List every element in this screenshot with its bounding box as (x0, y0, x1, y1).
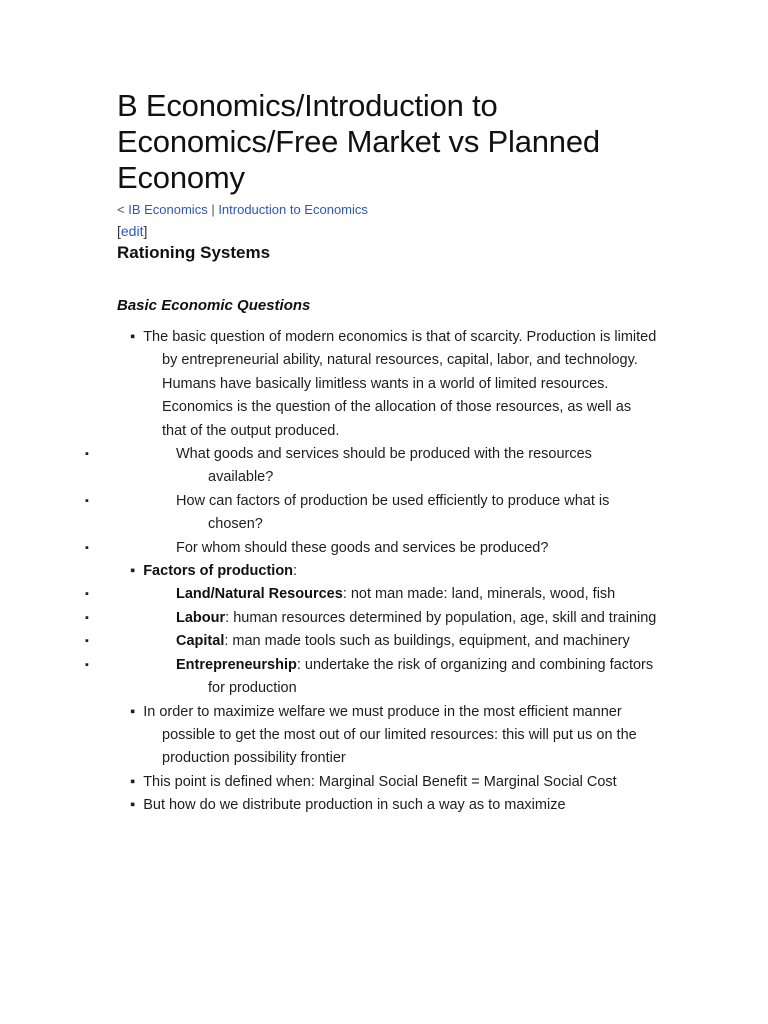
list-item-text: : undertake the risk of organizing and combining factors for production (208, 656, 654, 697)
list-item-text: : man made tools such as buildings, equipment, and machinery (224, 633, 630, 650)
edit-link[interactable]: edit (120, 223, 144, 239)
list-item-text: But how do we distribute production in such a way as to maximize (143, 797, 566, 814)
list-item (117, 326, 657, 443)
page-title: B Economics/Introduction to Economics/Free Market vs Planned Economy (117, 88, 600, 195)
bullet-icon: ▪ (130, 329, 136, 345)
list-item: ▪ Capital: man made tools such as buildings, equipment, and machinery (85, 633, 630, 650)
list-item-bold: Labour (176, 609, 226, 626)
list-item (117, 701, 657, 771)
list-item-text: For whom should these goods and services be produced? (176, 539, 549, 556)
bullet-icon: ▪ (130, 773, 136, 790)
list-item (117, 771, 657, 794)
list-item-bold: Land/Natural Resources (176, 586, 343, 603)
breadcrumb-separator: | (207, 202, 219, 217)
list-item-text: What goods and services should be produced with the resources available? (176, 446, 592, 486)
bullet-icon: ▪ (130, 563, 136, 580)
bullet-icon: ▪ (130, 797, 136, 814)
list-item: ▪ Entrepreneurship: undertake the risk of organizing and combining factors for production (85, 656, 654, 697)
list-item-text: : human resources determined by population, age, skill and training (225, 609, 657, 626)
breadcrumb-link-introduction[interactable]: Introduction to Economics (218, 202, 368, 217)
list-item: ▪ Labour: human resources determined by population, age, skill and training (85, 609, 657, 626)
breadcrumb-prefix: < (117, 202, 129, 217)
list-item-bold: Factors of production (143, 563, 294, 580)
list-item-bold: Capital (176, 633, 225, 650)
list-item-text: : (293, 563, 298, 580)
list-item: ▪ Land/Natural Resources: not man made: land, minerals, wood, fish (85, 586, 616, 603)
list-item: ▪ For whom should these goods and services be produced? (85, 539, 549, 556)
list-item-text: How can factors of production be used efficiently to produce what is chosen? (176, 492, 610, 533)
breadcrumb (117, 202, 657, 218)
list-item: ▪ What goods and services should be produced with the resources available? (85, 446, 592, 486)
bullet-icon: ▪ (130, 703, 136, 720)
list-item-text: The basic question of modern economics is that of scarcity. Production is limited by entrepreneurial ability, natural resources, capital, labor, and technology. Humans have basically limitless wants in a world of limited resources. Economics is the question of the allocation of those resources, as well as that of the output produced. (143, 329, 657, 439)
breadcrumb-link-ib-economics[interactable]: IB Economics (128, 202, 208, 217)
list-item-text: This point is defined when: Marginal Social Benefit = Marginal Social Cost (143, 773, 617, 790)
list-item-text: In order to maximize welfare we must produce in the most efficient manner possible to get the most out of our limited resources: this will put us on the production possibility frontier (143, 703, 637, 767)
list-item (117, 560, 657, 583)
list-item: ▪ How can factors of production be used efficiently to produce what is chosen? (85, 492, 610, 533)
edit-bracket-open: [ (117, 223, 121, 239)
document-page (85, 88, 657, 818)
list-item-bold: Entrepreneurship (176, 656, 297, 673)
edit-section (117, 222, 657, 240)
subsection-heading: Basic Economic Questions (117, 297, 311, 314)
list-item-text: : not man made: land, minerals, wood, fish (342, 586, 616, 603)
bullet-list (85, 326, 657, 818)
edit-bracket-close: ] (143, 223, 148, 239)
section-heading: Rationing Systems (117, 243, 271, 262)
list-item (117, 794, 657, 817)
